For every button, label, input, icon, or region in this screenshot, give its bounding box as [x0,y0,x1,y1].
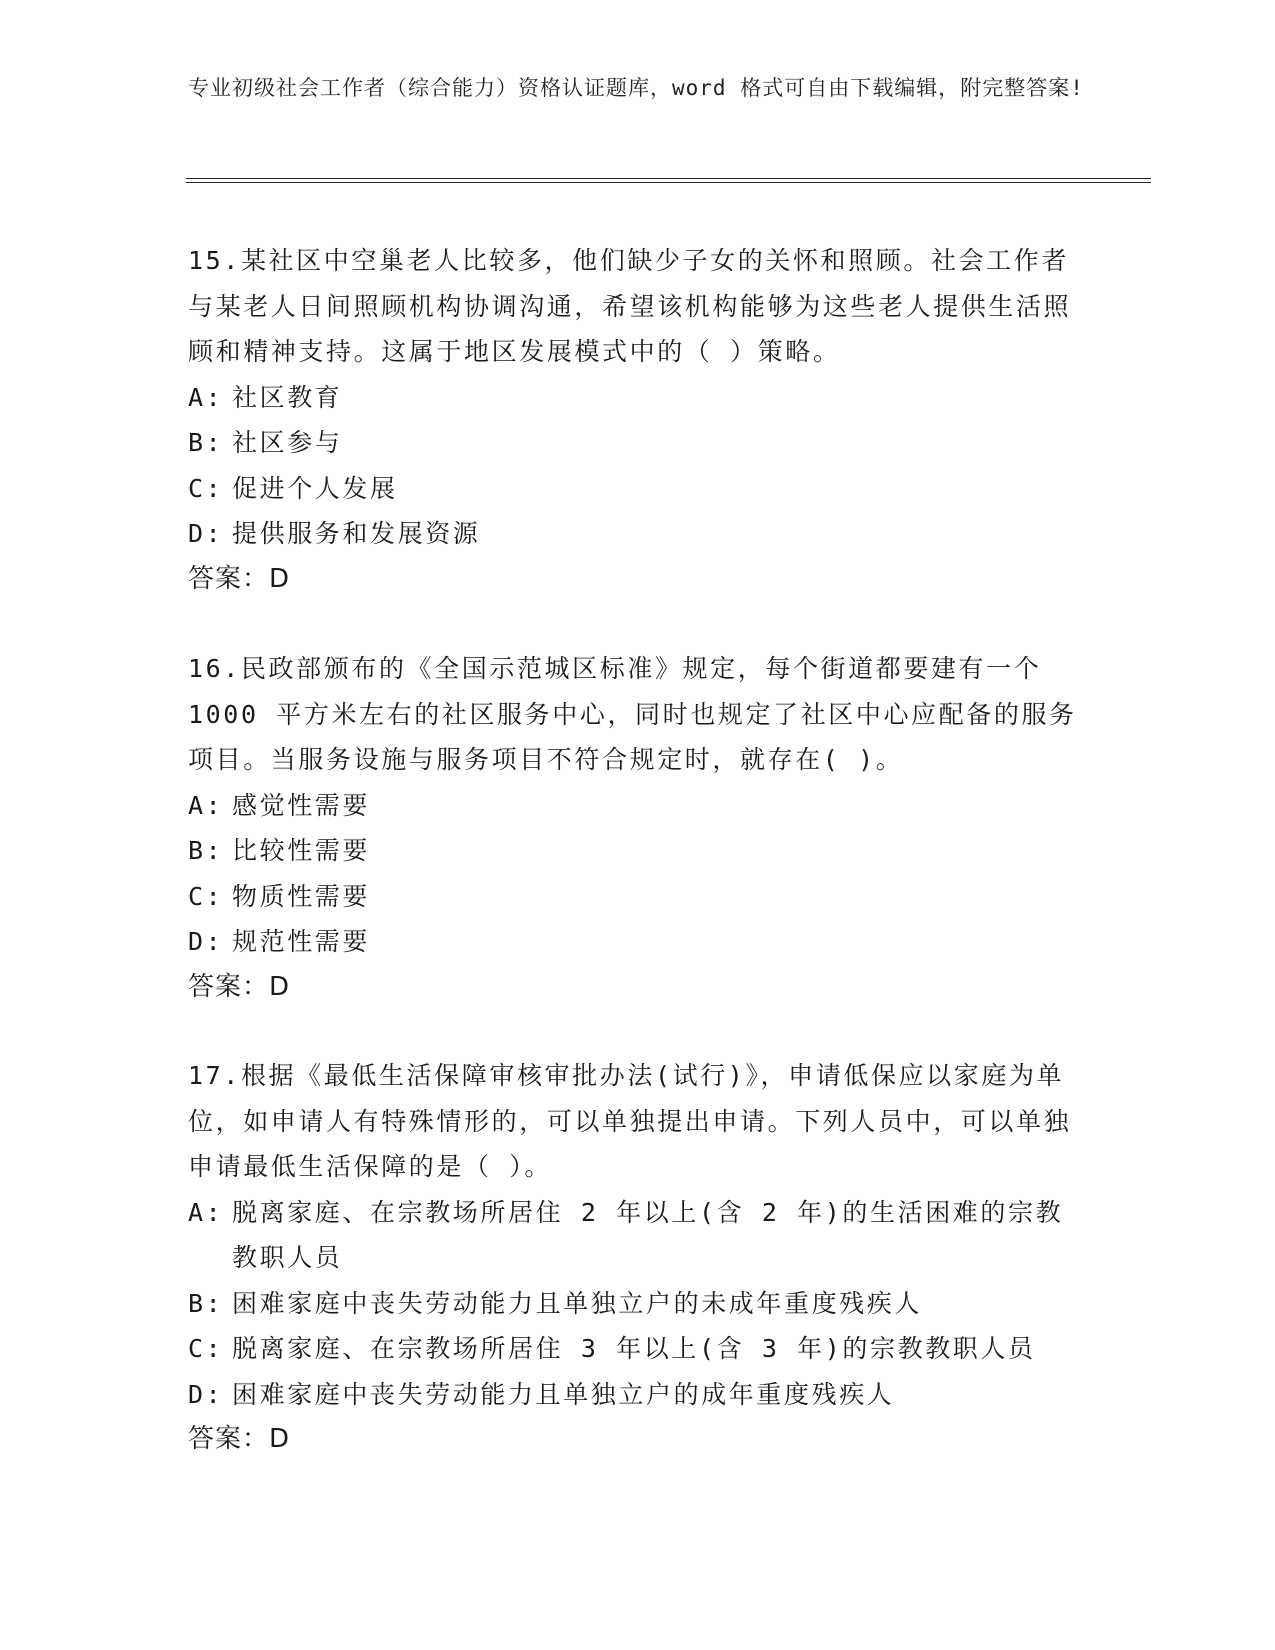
answer-line: 答案：D [188,563,291,594]
option-a [188,783,1088,829]
option-letter: A: [188,1197,224,1227]
question-stem: 15.某社区中空巢老人比较多，他们缺少子女的关怀和照顾。社会工作者与某老人日间照顾机构协调沟通，希望该机构能够为这些老人提供生活照顾和精神支持。这属于地区发展模式中的（ ）策略。 [188,246,1072,366]
option-text: 困难家庭中丧失劳动能力且单独立户的未成年重度残疾人 [232,1288,923,1318]
option-text: 促进个人发展 [232,473,398,503]
option-text: 脱离家庭、在宗教场所居住 2 年以上(含 2 年)的生活困难的宗教教职人员 [232,1197,1064,1272]
question-block-15 [188,238,1088,602]
option-a [188,375,1088,421]
option-text: 社区参与 [232,428,343,457]
answer-line: 答案：D [188,1424,291,1454]
option-letter: B: [188,836,224,865]
option-letter: D: [188,1379,224,1409]
option-letter: C: [188,881,224,911]
question-block-16 [188,646,1088,1010]
answer-line: 答案：D [188,971,291,1002]
option-letter: B: [188,1288,224,1318]
question-stem: 17.根据《最低生活保障审核审批办法(试行)》，申请低保应以家庭为单位，如申请人有特殊情形的，可以单独提出申请。下列人员中，可以单独申请最低生活保障的是（ ）。 [188,1061,1072,1181]
option-text: 困难家庭中丧失劳动能力且单独立户的成年重度残疾人 [232,1379,895,1409]
header-divider-top [186,178,1151,179]
question-block-17 [188,1053,1088,1463]
option-text: 社区教育 [232,382,343,412]
option-letter: C: [188,1334,224,1363]
option-text: 物质性需要 [232,881,371,911]
option-letter: B: [188,428,224,457]
option-d [188,1372,1088,1418]
option-text: 比较性需要 [232,836,371,865]
option-c [188,1326,1088,1372]
option-letter: A: [188,790,224,820]
option-text: 感觉性需要 [232,790,371,820]
option-c [188,466,1088,512]
option-letter: A: [188,382,224,412]
option-d [188,511,1088,557]
option-b [188,420,1088,466]
option-b [188,1281,1088,1327]
question-stem: 16.民政部颁布的《全国示范城区标准》规定，每个街道都要建有一个1000 平方米左右的社区服务中心，同时也规定了社区中心应配备的服务项目。当服务设施与服务项目不符合规定时，就存在( )。 [188,654,1077,774]
option-d [188,919,1088,965]
document-header: 专业初级社会工作者（综合能力）资格认证题库，word 格式可自由下载编辑，附完整答案! [188,76,1084,100]
option-text: 提供服务和发展资源 [232,519,481,548]
header-divider-bottom [186,182,1151,183]
option-text: 规范性需要 [232,927,371,956]
option-letter: D: [188,519,224,548]
option-b [188,828,1088,874]
option-c [188,874,1088,920]
option-letter: D: [188,927,224,956]
option-text: 脱离家庭、在宗教场所居住 3 年以上(含 3 年)的宗教教职人员 [232,1334,1036,1363]
option-letter: C: [188,473,224,503]
option-a [188,1190,1088,1281]
